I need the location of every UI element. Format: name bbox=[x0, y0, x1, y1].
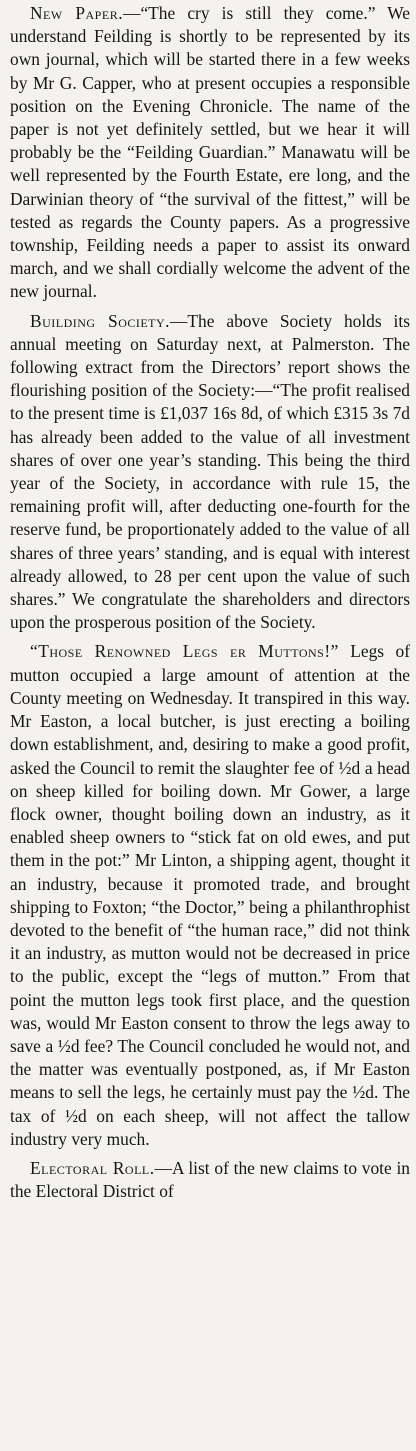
article-legs-of-mutton bbox=[10, 640, 410, 1150]
article-headline: Electoral Roll. bbox=[30, 1157, 155, 1178]
article-new-paper bbox=[10, 2, 410, 304]
article-headline: Building Society. bbox=[30, 310, 171, 331]
article-building-society bbox=[10, 310, 410, 635]
article-body: Legs of mutton occupied a large amount of attention at the County meeting on Wednesday. It transpired in this way. Mr Easton, a local butcher, is just erecting a boiling down establishment, and, desiring to make a good profit, asked the Council to remit the slaughter fee of ½d a head on sheep killed for boiling down. Mr Gower, a large flock owner, thought boiling down an industry, as it enabled sheep owners to “stick fat on old ewes, and put them in the pot:” Mr Linton, a shipping agent, thought it an industry, because it promoted trade, and brought shipping to Foxton; “the Doctor,” being a philanthrophist devoted to the benefit of “the human race,” did not think it an industry, as mutton would not be decreased in price to the public, except the “legs of mutton.” From that point the mutton legs took first place, and the question was, would Mr Easton consent to throw the legs away to save a ½d fee? The Council concluded he would not, and the matter was eventually postponed, as, if Mr Easton means to sell the legs, he certainly must pay the ½d. The tax of ½d on each sheep, will not affect the tallow industry very much. bbox=[10, 641, 410, 1149]
article-body: —The above Society holds its annual meeting on Saturday next, at Palmerston. The following extract from the Directors’ report shows the flourishing position of the Society:—“The profit realised to the present time is £1,037 16s 8d, of which £315 3s 7d has already been added to the value of all investment shares of over one year’s standing. This being the third year of the Society, in accordance with rule 15, the remaining profit will, after deducting one-fourth for the reserve fund, be proportionately added to the value of all shares of three years’ standing, and is equal with interest already allowed, to 28 per cent upon the value of such shares.” We congratulate the shareholders and directors upon the prosperous position of the Society. bbox=[10, 310, 410, 633]
article-body: —“The cry is still they come.” We understand Feilding is shortly to be represented by its own journal, which will be started there in a few weeks by Mr G. Capper, who at present occupies a responsible position on the Evening Chronicle. The name of the paper is not yet definitely settled, but we hear it will probably be the “Feilding Guardian.” Manawatu will be well represented by the Fourth Estate, ere long, and the Darwinian theory of “the survival of the fittest,” will be tested as regards the County papers. As a progressive township, Feilding needs a paper to assist its onward march, and we shall cordially welcome the advent of the new journal. bbox=[10, 3, 410, 302]
article-electoral-roll bbox=[10, 1157, 410, 1203]
article-body: —A list of the new claims to vote in the Electoral District of bbox=[10, 1157, 411, 1202]
article-headline: “Those Renowned Legs er Muttons!” bbox=[30, 641, 339, 662]
article-headline: New Paper. bbox=[30, 3, 124, 23]
